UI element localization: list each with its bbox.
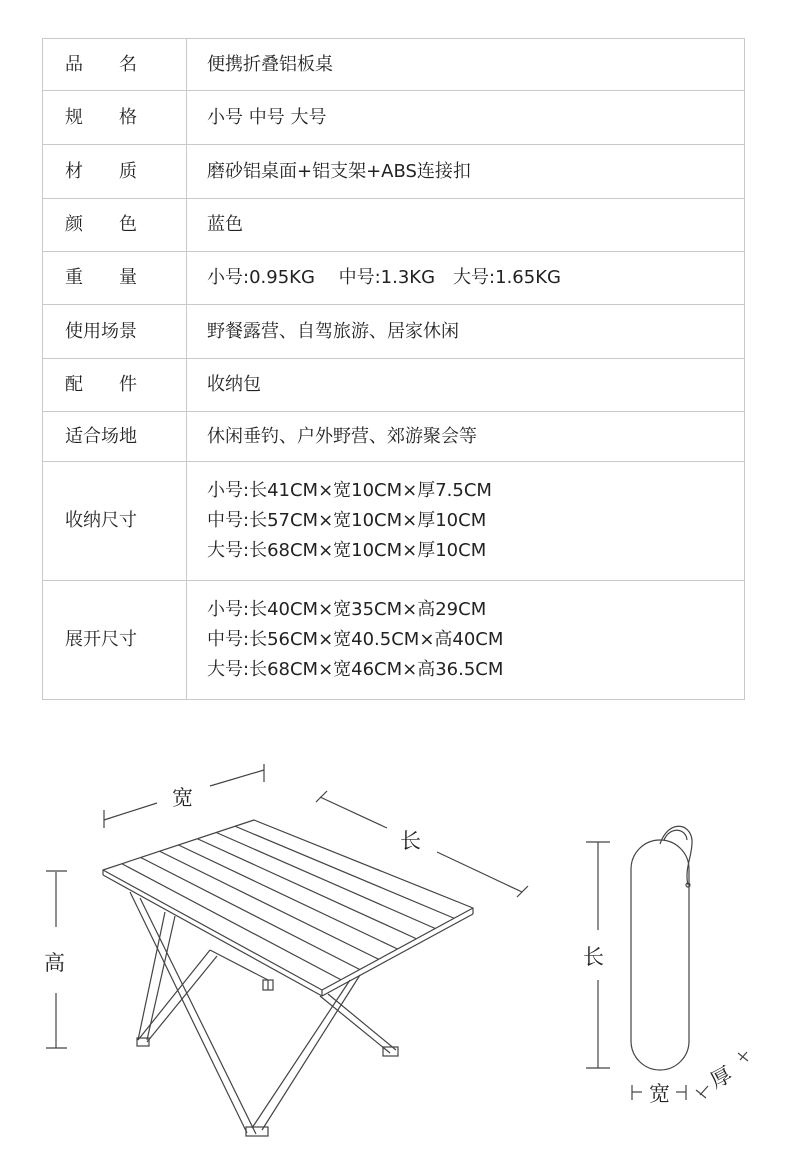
spec-label: 材 质: [65, 160, 137, 182]
table-width-label: 宽: [172, 786, 193, 810]
spec-row: [43, 252, 745, 305]
spec-label-cell: [43, 252, 187, 305]
table-length-dimension-line: [316, 791, 528, 897]
spec-row: [43, 359, 745, 412]
spec-value-line: 蓝色: [207, 214, 243, 235]
spec-value-line: 中号:长56CM×宽40.5CM×高40CM: [207, 629, 504, 650]
spec-value-cell: [187, 252, 745, 305]
spec-row: [43, 412, 745, 462]
spec-value-line: 野餐露营、自驾旅游、居家休闲: [207, 320, 459, 342]
spec-value-cell: [187, 462, 745, 581]
spec-value-line: 小号:长41CM×宽10CM×厚7.5CM: [207, 480, 492, 501]
spec-label-cell: [43, 359, 187, 412]
spec-value-cell: [187, 145, 745, 199]
spec-value-line: 大号:长68CM×宽46CM×高36.5CM: [207, 659, 504, 680]
spec-row: [43, 462, 745, 581]
spec-row: [43, 199, 745, 252]
spec-value-line: 小号 中号 大号: [207, 106, 327, 128]
spec-value-cell: [187, 39, 745, 91]
spec-label: 展开尺寸: [65, 629, 137, 650]
spec-label-cell: [43, 305, 187, 359]
spec-label-cell: [43, 412, 187, 462]
spec-value-cell: [187, 359, 745, 412]
spec-label: 颜 色: [65, 214, 137, 235]
spec-table-body: [43, 39, 745, 700]
spec-row: [43, 39, 745, 91]
spec-label: 适合场地: [65, 425, 137, 447]
spec-label: 重 量: [65, 267, 137, 288]
spec-value-line: 中号:长57CM×宽10CM×厚10CM: [207, 510, 487, 531]
table-legs: [130, 892, 398, 1136]
spec-label-cell: [43, 199, 187, 252]
bag-width-label: 宽: [649, 1082, 670, 1106]
spec-value-cell: [187, 412, 745, 462]
spec-value-line: 便携折叠铝板桌: [207, 53, 333, 75]
product-dimension-diagram: [0, 740, 790, 1170]
spec-label: 配 件: [65, 374, 137, 395]
spec-value-cell: [187, 91, 745, 145]
table-length-label: 长: [400, 829, 421, 853]
spec-value-cell: [187, 581, 745, 700]
spec-row: [43, 305, 745, 359]
storage-bag: [631, 826, 692, 1070]
spec-label: 规 格: [65, 106, 137, 128]
spec-value-line: 休闲垂钓、户外野营、郊游聚会等: [207, 425, 477, 447]
spec-label-cell: [43, 91, 187, 145]
spec-value-cell: [187, 199, 745, 252]
spec-value-cell: [187, 305, 745, 359]
bag-length-label: 长: [583, 945, 604, 969]
spec-row: [43, 145, 745, 199]
spec-label-cell: [43, 462, 187, 581]
spec-label: 使用场景: [65, 320, 137, 342]
spec-label-cell: [43, 39, 187, 91]
spec-label: 品 名: [65, 53, 137, 75]
spec-row: [43, 581, 745, 700]
spec-label: 收纳尺寸: [65, 510, 137, 531]
spec-value-line: 收纳包: [207, 374, 261, 395]
spec-label-cell: [43, 581, 187, 700]
spec-value-line: 小号:长40CM×宽35CM×高29CM: [207, 599, 487, 620]
spec-table: [42, 38, 745, 700]
spec-value-line: 大号:长68CM×宽10CM×厚10CM: [207, 540, 487, 561]
spec-value-line: 磨砂铝桌面+铝支架+ABS连接扣: [207, 160, 471, 182]
spec-label-cell: [43, 145, 187, 199]
spec-row: [43, 91, 745, 145]
bag-thickness-label: 厚: [706, 1062, 737, 1094]
spec-value-line: 小号:0.95KG 中号:1.3KG 大号:1.65KG: [207, 267, 561, 288]
table-height-label: 高: [44, 951, 65, 975]
